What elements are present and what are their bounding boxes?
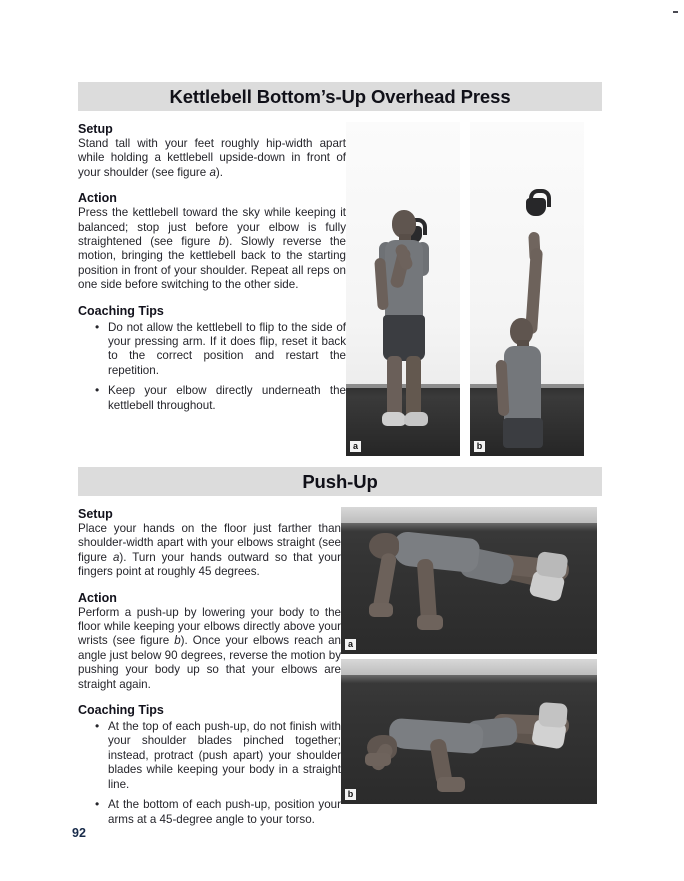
athlete-left-hand-shape [365, 753, 391, 766]
photo-baseboard [341, 523, 597, 531]
action-heading: Action [78, 590, 117, 605]
exercise-title-bar [78, 467, 602, 496]
exercise-section-push-up [78, 467, 602, 833]
athlete-left-shoe-shape [382, 412, 406, 426]
exercise-body [78, 507, 602, 833]
figure-label-a: a [345, 639, 356, 650]
athlete-right-hand-shape [437, 777, 465, 792]
registration-mark [673, 11, 678, 13]
figure-photo-b [470, 122, 584, 456]
athlete-right-shoe-shape [404, 412, 428, 426]
list-item: • At the bottom of each push-up, position your arms at a 45-degree angle to your torso. [108, 798, 341, 827]
exercise-text-column [78, 507, 341, 833]
list-item: • Do not allow the kettlebell to flip to the side of your pressing arm. If it does flip, reset it back to the correct position and restart the repetition. [108, 321, 346, 379]
setup-heading: Setup [78, 122, 113, 136]
list-item: • At the top of each push-up, do not finish with your shoulder blades pinched together; instead, protract (push apart) your shoulder blades while keeping your body in a straight line. [108, 720, 341, 792]
figure-photo-b [341, 659, 597, 804]
figure-label-b: b [474, 441, 485, 452]
action-heading: Action [78, 191, 117, 206]
coaching-tips-heading: Coaching Tips [78, 303, 164, 318]
setup-text: Place your hands on the floor just farther than shoulder-width apart with your elbows straight (see figure a). Turn your hands outward so that your fingers point at roughly 45 degrees. [78, 522, 341, 579]
exercise-text-column [78, 122, 346, 419]
figure-label-b: b [345, 789, 356, 800]
athlete-left-shoe-shape [535, 551, 568, 579]
setup-heading: Setup [78, 507, 113, 521]
kettlebell-bell-shape [526, 198, 546, 216]
athlete-right-leg-shape [406, 356, 421, 418]
athlete-left-leg-shape [387, 356, 402, 418]
exercise-title: Kettlebell Bottom’s-Up Overhead Press [169, 85, 511, 107]
athlete-right-hand-shape [417, 615, 443, 630]
exercise-photo-column [346, 122, 602, 456]
setup-text: Stand tall with your feet roughly hip-width apart while holding a kettlebell upside-down in front of your shoulder (see figure a). [78, 137, 346, 179]
exercise-photo-column [341, 507, 602, 804]
athlete-torso-shape [504, 346, 541, 428]
coaching-tips-list [78, 321, 346, 413]
athlete-left-shoe-shape [538, 702, 568, 728]
action-text: Press the kettlebell toward the sky while keeping it balanced; stop just before your elbow is fully straightened (see figure b). Slowly reverse the motion, bringing the kettlebell back to the starting position in front of your shoulder. Repeat all reps on one side before switching to the other side. [78, 206, 346, 292]
exercise-body [78, 122, 602, 456]
figure-photo-a [346, 122, 460, 456]
exercise-title: Push-Up [302, 470, 378, 492]
coaching-tips-heading: Coaching Tips [78, 703, 164, 718]
athlete-left-hand-shape [369, 603, 393, 617]
action-text: Perform a push-up by lowering your body to the floor while keeping your elbows directly above your wrists (see figure b). Once your elbows reach an angle just below 90 degrees, reverse the motion by pushing your body up so that your elbows are straight again. [78, 605, 341, 691]
athlete-shorts-shape [383, 315, 425, 361]
coaching-tips-list [78, 720, 341, 827]
photo-wall [341, 507, 597, 523]
athlete-shorts-shape [503, 418, 543, 448]
figure-label-a: a [350, 441, 361, 452]
photo-baseboard [341, 675, 597, 683]
page-number: 92 [72, 826, 86, 840]
figure-photo-a [341, 507, 597, 654]
photo-wall [341, 659, 597, 675]
list-item: • Keep your elbow directly underneath the kettlebell throughout. [108, 384, 346, 413]
exercise-title-bar [78, 82, 602, 111]
exercise-section-kettlebell-bottoms-up-overhead-press [78, 82, 602, 456]
